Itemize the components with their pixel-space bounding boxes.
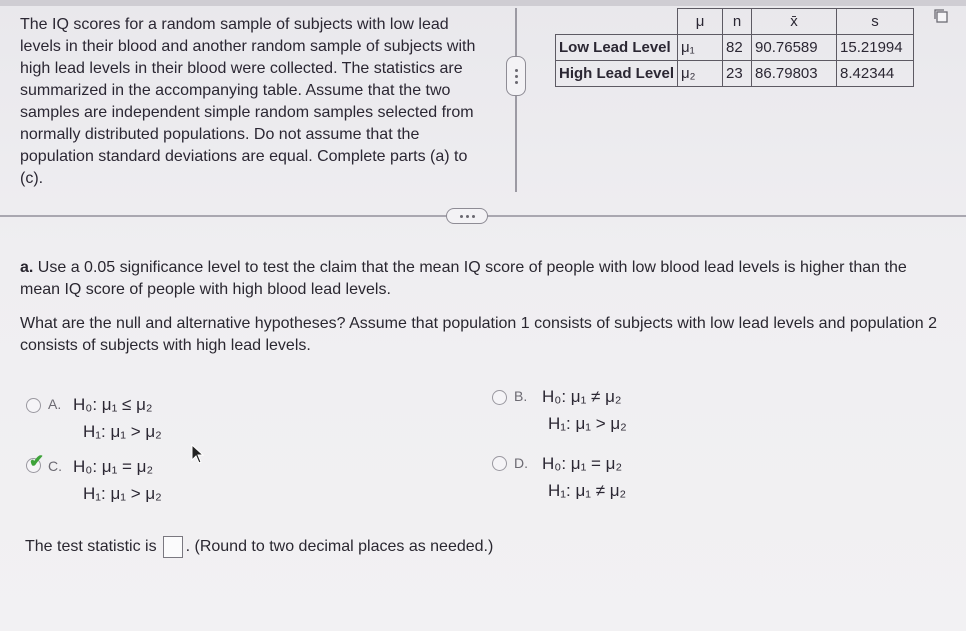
header-s: s [837,9,914,35]
choice-b-letter: B. [514,388,528,404]
table-header-row [556,9,914,35]
test-statistic-label: The test statistic is [25,538,157,555]
table-corner-cell [556,9,678,35]
row-label: Low Lead Level [556,35,678,61]
choice-c-h1: H₁: μ₁ > μ₂ [83,484,162,503]
header-mu: μ [678,9,723,35]
problem-statement: The IQ scores for a random sample of subjects with low lead levels in their blood and another random sample of subjects with high lead levels in their blood were collected. The statistics are summarized in the accompanying table. Assume that the two samples are independent simple random samples selected from normally distributed populations. Do not assume that the population standard deviations are equal. Complete parts (a) to (c). [20,16,476,187]
test-statistic-row [25,536,493,558]
cell-n: 23 [723,61,752,87]
choice-d-letter: D. [514,455,528,471]
row-label: High Lead Level [556,61,678,87]
choice-c-h0: H₀: μ₁ = μ₂ [73,457,154,476]
choice-a-h0: H₀: μ₁ ≤ μ₂ [73,395,153,414]
mouse-pointer-icon [191,444,205,464]
cell-mu: μ₂ [678,61,723,87]
top-edge [0,0,966,6]
horizontal-resize-handle[interactable] [446,208,488,224]
hypotheses-question: What are the null and alternative hypotheses? Assume that population 1 consists of subjects with low lead levels and population 2 consists of subjects with high lead levels. [20,315,938,354]
vertical-resize-handle[interactable] [506,56,526,96]
choice-b-h0: H₀: μ₁ ≠ μ₂ [542,387,622,406]
checkmark-icon: ✔ [29,451,45,471]
cell-s: 8.42344 [837,61,914,87]
choice-d-h1: H₁: μ₁ ≠ μ₂ [548,481,627,500]
test-statistic-input[interactable] [163,536,183,558]
vertical-divider [515,8,517,192]
header-xbar: x̄ [752,9,837,35]
cell-n: 82 [723,35,752,61]
choice-c-letter: C. [48,458,62,474]
table-row [556,35,914,61]
cell-mu: μ₁ [678,35,723,61]
choice-a-h1: H₁: μ₁ > μ₂ [83,422,162,441]
cell-xbar: 90.76589 [752,35,837,61]
choice-b-radio[interactable] [492,390,507,405]
cell-s: 15.21994 [837,35,914,61]
choice-d-h0: H₀: μ₁ = μ₂ [542,454,623,473]
part-a-tag: a. [20,259,34,276]
choice-d-radio[interactable] [492,456,507,471]
part-a-prompt [20,257,950,301]
choice-a-radio[interactable] [26,398,41,413]
cell-xbar: 86.79803 [752,61,837,87]
choice-a-letter: A. [48,396,62,412]
statistics-table [555,8,914,87]
rounding-note: . (Round to two decimal places as needed.) [185,538,494,555]
part-a-text: Use a 0.05 significance level to test the claim that the mean IQ score of people with low blood lead levels is higher than the mean IQ score of people with high blood lead levels. [20,259,907,298]
header-n: n [723,9,752,35]
choice-b-h1: H₁: μ₁ > μ₂ [548,414,627,433]
copy-icon[interactable] [933,8,949,24]
table-row [556,61,914,87]
